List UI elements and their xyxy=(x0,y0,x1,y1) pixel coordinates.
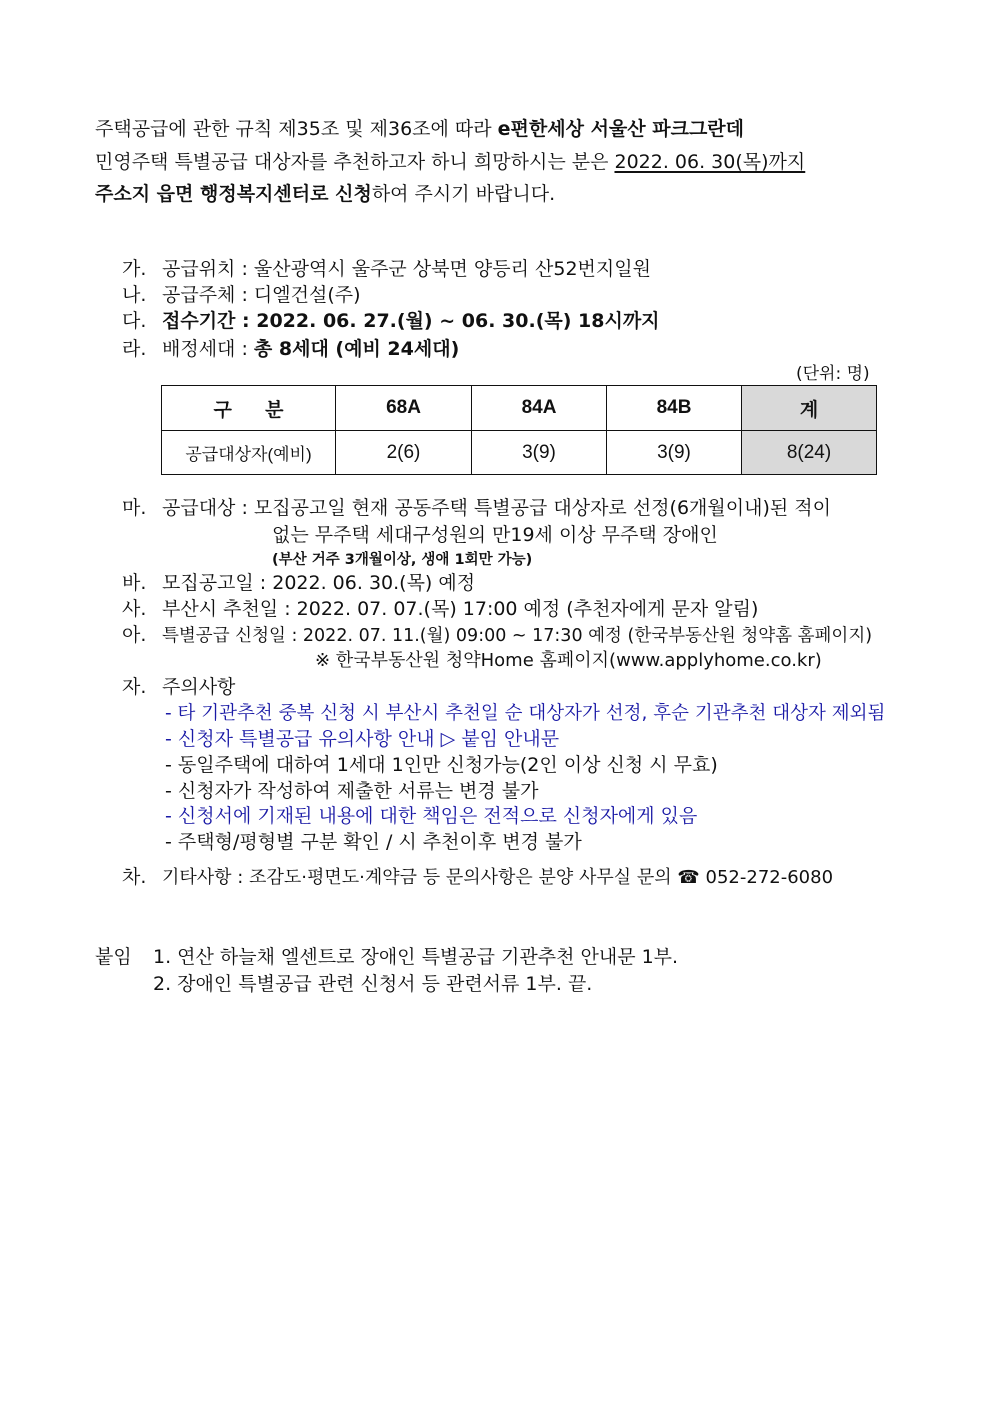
item-ja: 자. 주의사항 xyxy=(122,676,236,698)
table-header-row xyxy=(162,386,877,431)
table-header-cell: 84A xyxy=(472,386,607,431)
item-na: 나. 공급주체 : 디엘건설(주) xyxy=(122,284,361,306)
caution-note: - 동일주택에 대하여 1세대 1인만 신청가능(2인 이상 신청 시 무효) xyxy=(165,754,718,776)
table-cell: 3(9) xyxy=(607,431,742,475)
caution-note: - 주택형/평형별 구분 확인 / 시 추천이후 변경 불가 xyxy=(165,831,582,853)
table-row xyxy=(162,431,877,475)
intro-line-2: 민영주택 특별공급 대상자를 추천하고자 하니 희망하시는 분은 2022. 06. 30(목)까지 xyxy=(95,151,806,173)
intro-line-3: 주소지 읍면 행정복지센터로 신청하여 주시기 바랍니다. xyxy=(95,183,556,205)
item-ga: 가. 공급위치 : 울산광역시 울주군 상북면 양등리 산52번지일원 xyxy=(122,258,651,280)
table-cell: 2(6) xyxy=(336,431,472,475)
caution-note: - 신청자가 작성하여 제출한 서류는 변경 불가 xyxy=(165,780,539,802)
project-name: e편한세상 서울산 파크그란데 xyxy=(497,118,745,140)
unit-label: (단위: 명) xyxy=(796,364,870,384)
caution-note: - 신청자 특별공급 유의사항 안내 ▷ 붙임 안내문 xyxy=(165,728,560,750)
table-header-cell: 구 분 xyxy=(162,386,336,431)
item-ma-line-3: (부산 거주 3개월이상, 생애 1회만 가능) xyxy=(272,552,533,568)
table-cell: 공급대상자(예비) xyxy=(162,431,336,475)
applyhome-note: ※ 한국부동산원 청약Home 홈페이지(www.applyhome.co.kr) xyxy=(315,650,822,671)
item-ma: 마. 공급대상 : 모집공고일 현재 공동주택 특별공급 대상자로 선정(6개월이내)된 적이 xyxy=(122,497,831,519)
caution-note: - 타 기관추천 중복 신청 시 부산시 추천일 순 대상자가 선정, 후순 기관추천 대상자 제외됨 xyxy=(165,703,886,724)
attachments-line-2: 2. 장애인 특별공급 관련 신청서 등 관련서류 1부. 끝. xyxy=(153,973,593,995)
deadline-text: 2022. 06. 30(목)까지 xyxy=(614,151,806,173)
table-cell: 8(24) xyxy=(742,431,877,475)
apply-place: 주소지 읍면 행정복지센터로 신청 xyxy=(95,183,372,205)
table-header-cell: 계 xyxy=(742,386,877,431)
table-header-cell: 84B xyxy=(607,386,742,431)
item-ma-line-2: 없는 무주택 세대구성원의 만19세 이상 무주택 장애인 xyxy=(272,524,718,546)
table-cell: 3(9) xyxy=(472,431,607,475)
attachments-label: 붙임 xyxy=(95,946,132,968)
supply-table xyxy=(161,385,877,475)
intro-line-1: 주택공급에 관한 규칙 제35조 및 제36조에 따라 e편한세상 서울산 파크그란데 xyxy=(95,118,745,140)
item-da: 다. 접수기간 : 2022. 06. 27.(월) ~ 06. 30.(목) 18시까지 xyxy=(122,310,660,332)
item-ra: 라. 배정세대 : 총 8세대 (예비 24세대) xyxy=(122,338,460,360)
attachments-line-1: 붙임 1. 연산 하늘채 엘센트로 장애인 특별공급 기관추천 안내문 1부. xyxy=(95,946,679,968)
item-cha: 차. 기타사항 : 조감도·평면도·계약금 등 문의사항은 분양 사무실 문의 ☎ 052-272-6080 xyxy=(122,866,834,888)
item-sa: 사. 부산시 추천일 : 2022. 07. 07.(목) 17:00 예정 (추천자에게 문자 알림) xyxy=(122,598,759,620)
item-ba: 바. 모집공고일 : 2022. 06. 30.(목) 예정 xyxy=(122,572,476,594)
table-header-cell: 68A xyxy=(336,386,472,431)
item-a: 아. 특별공급 신청일 : 2022. 07. 11.(월) 09:00 ~ 17:30 예정 (한국부동산원 청약홈 홈페이지) xyxy=(122,624,873,646)
caution-note: - 신청서에 기재된 내용에 대한 책임은 전적으로 신청자에게 있음 xyxy=(165,805,698,827)
